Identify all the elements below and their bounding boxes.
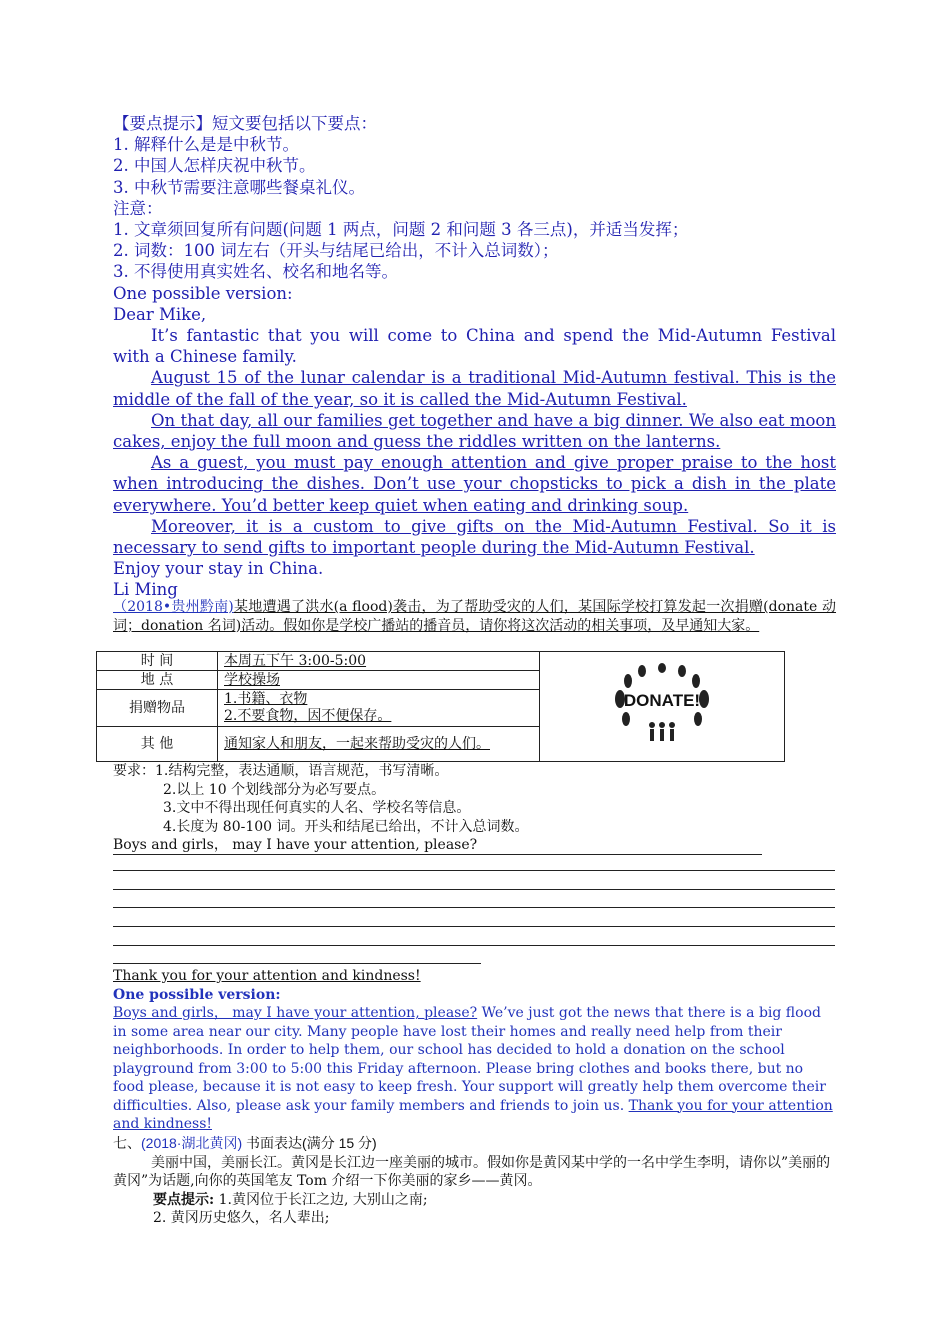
donation-info-table bbox=[96, 651, 785, 762]
note-item: 1. 文章须回复所有问题(问题 1 两点，问题 2 和问题 3 各三点)，并适当发挥； bbox=[113, 220, 689, 240]
ending-text: Thank you for your attention and kindness! bbox=[113, 968, 421, 984]
requirements bbox=[113, 762, 833, 836]
question-number: 七、 bbox=[113, 1135, 141, 1151]
tip-item: 2. 黄冈历史悠久，名人辈出; bbox=[153, 1210, 330, 1226]
version-label-2: One possible version: bbox=[113, 987, 281, 1003]
writing-line bbox=[113, 907, 835, 908]
section-mid-autumn bbox=[113, 113, 836, 601]
row-value: 1.书籍、衣物 bbox=[224, 691, 308, 707]
answer-opening: Boys and girls， may I have your attention, please? bbox=[113, 1005, 478, 1021]
underlined-text: Moreover, it is a custom to give gifts on the Mid-Autumn Festival. So it is necessary to send gifts to important people during the Mid-Autumn Festival. bbox=[113, 516, 836, 558]
writing-line bbox=[113, 926, 835, 927]
tip-item: 3. 中秋节需要注意哪些餐桌礼仪。 bbox=[113, 177, 365, 197]
row-value: 学校操场 bbox=[224, 671, 280, 688]
opening-text: Boys and girls， may I have your attention, please? bbox=[113, 837, 478, 853]
answer-ending: Thank you for your attention and kindness! bbox=[113, 1097, 833, 1132]
letter-closing: Enjoy your stay in China. bbox=[113, 559, 324, 579]
letter-signature: Li Ming bbox=[113, 580, 178, 600]
letter-paragraph bbox=[113, 516, 836, 558]
tip-item: 1. 解释什么是是中秋节。 bbox=[113, 135, 299, 155]
row-value: 通知家人和朋友，一起来帮助受灾的人们。 bbox=[224, 735, 490, 752]
row-label: 地 点 bbox=[97, 671, 218, 690]
writing-line bbox=[113, 963, 481, 964]
model-answer bbox=[113, 1004, 835, 1134]
writing-line bbox=[113, 889, 835, 890]
row-value: 2.不要食物，因不便保存。 bbox=[224, 708, 392, 724]
question-text: 某地遭遇了洪水(a flood)袭击，为了帮助受灾的人们，某国际学校打算发起一次捐赠(donate 动词；donation 名词)活动。假如你是学校广播站的播音员，请你将这次活动的相关事项，及早通知大家。 bbox=[113, 599, 837, 634]
version-label: One possible version: bbox=[113, 283, 293, 303]
answer-body: We’ve just got the news that there is a big flood in some area near our city. Many people have lost their homes and really need help from their neighborhoods. In order to help them, our school has decided to hold a donation on the school playground from 3:00 to 5:00 this Friday afternoon. Please bring clothes and books there, but no food please, because it is not easy to keep fresh. Your support will greatly help them overcome their difficulties. Also, please ask your family members and friends to join us. bbox=[113, 1005, 826, 1114]
letter-paragraph bbox=[113, 367, 836, 409]
requirement-item: 1.结构完整，表达通顺，语言规范，书写清晰。 bbox=[155, 763, 449, 779]
writing-line bbox=[113, 945, 835, 946]
note-item: 3. 不得使用真实姓名、校名和地名等。 bbox=[113, 262, 398, 282]
letter-paragraph bbox=[113, 452, 836, 516]
letter-paragraph: It’s fantastic that you will come to China and spend the Mid-Autumn Festival with a Chinese family. bbox=[113, 326, 836, 367]
row-label: 其 他 bbox=[97, 727, 218, 762]
row-label: 时 间 bbox=[97, 652, 218, 671]
requirement-item: 3.文中不得出现任何真实的人名、学校名等信息。 bbox=[163, 800, 471, 816]
requirement-item: 2.以上 10 个划线部分为必写要点。 bbox=[163, 781, 386, 798]
notes-heading: 注意： bbox=[113, 198, 163, 218]
donate-image bbox=[540, 652, 785, 762]
letter-greeting: Dear Mike, bbox=[113, 304, 207, 324]
underlined-text: As a guest, you must pay enough attention and give proper praise to the host when introducing the dishes. Don’t use your chopsticks to pick a dish in the plate everywhere. You’d better keep quiet when eating and drinking soup. bbox=[113, 453, 836, 515]
donate-text: DONATE! bbox=[623, 691, 701, 710]
underlined-text: On that day, all our families get together and have a big dinner. We also eat moon cakes, enjoy the full moon and guess the riddles written on the lanterns. bbox=[113, 410, 836, 452]
question-source: （2018•贵州黔南) bbox=[113, 599, 234, 615]
letter-paragraph bbox=[113, 410, 836, 452]
tips-heading: 【要点提示】短文要包括以下要点： bbox=[113, 114, 377, 133]
question-title: 书面表达(满分 15 分) bbox=[242, 1135, 377, 1151]
tip-item: 1.黄冈位于长江之边, 大别山之南; bbox=[214, 1191, 428, 1208]
row-label: 捐赠物品 bbox=[97, 690, 218, 727]
underlined-text: August 15 of the lunar calendar is a traditional Mid-Autumn festival. This is the middle of the fall of the year, so it is called the Mid-Autumn Festival. bbox=[113, 368, 836, 409]
row-value: 本周五下午 3:00-5:00 bbox=[224, 652, 367, 669]
note-item: 2. 词数：100 词左右（开头与结尾已给出，不计入总词数）； bbox=[113, 241, 559, 261]
requirement-item: 4.长度为 80-100 词。开头和结尾已给出，不计入总词数。 bbox=[163, 818, 529, 835]
question-source: (2018·湖北黄冈) bbox=[141, 1135, 243, 1151]
tip-item: 2. 中国人怎样庆祝中秋节。 bbox=[113, 156, 316, 176]
flood-prompt bbox=[113, 598, 836, 635]
writing-line bbox=[113, 870, 835, 871]
donate-graphic bbox=[606, 659, 718, 749]
table-row bbox=[97, 652, 785, 671]
section-huanggang bbox=[113, 1134, 835, 1228]
question-prompt: 美丽中国，美丽长江。黄冈是长江边一座美丽的城市。假如你是黄冈某中学的一名中学生李明，请你以”美丽的黄冈”为话题,向你的英国笔友 Tom 介绍一下你美丽的家乡——黄冈。 bbox=[113, 1154, 831, 1189]
requirements-label: 要求： bbox=[113, 763, 155, 779]
tips-label: 要点提示: bbox=[153, 1191, 215, 1208]
opening-line bbox=[113, 837, 762, 855]
